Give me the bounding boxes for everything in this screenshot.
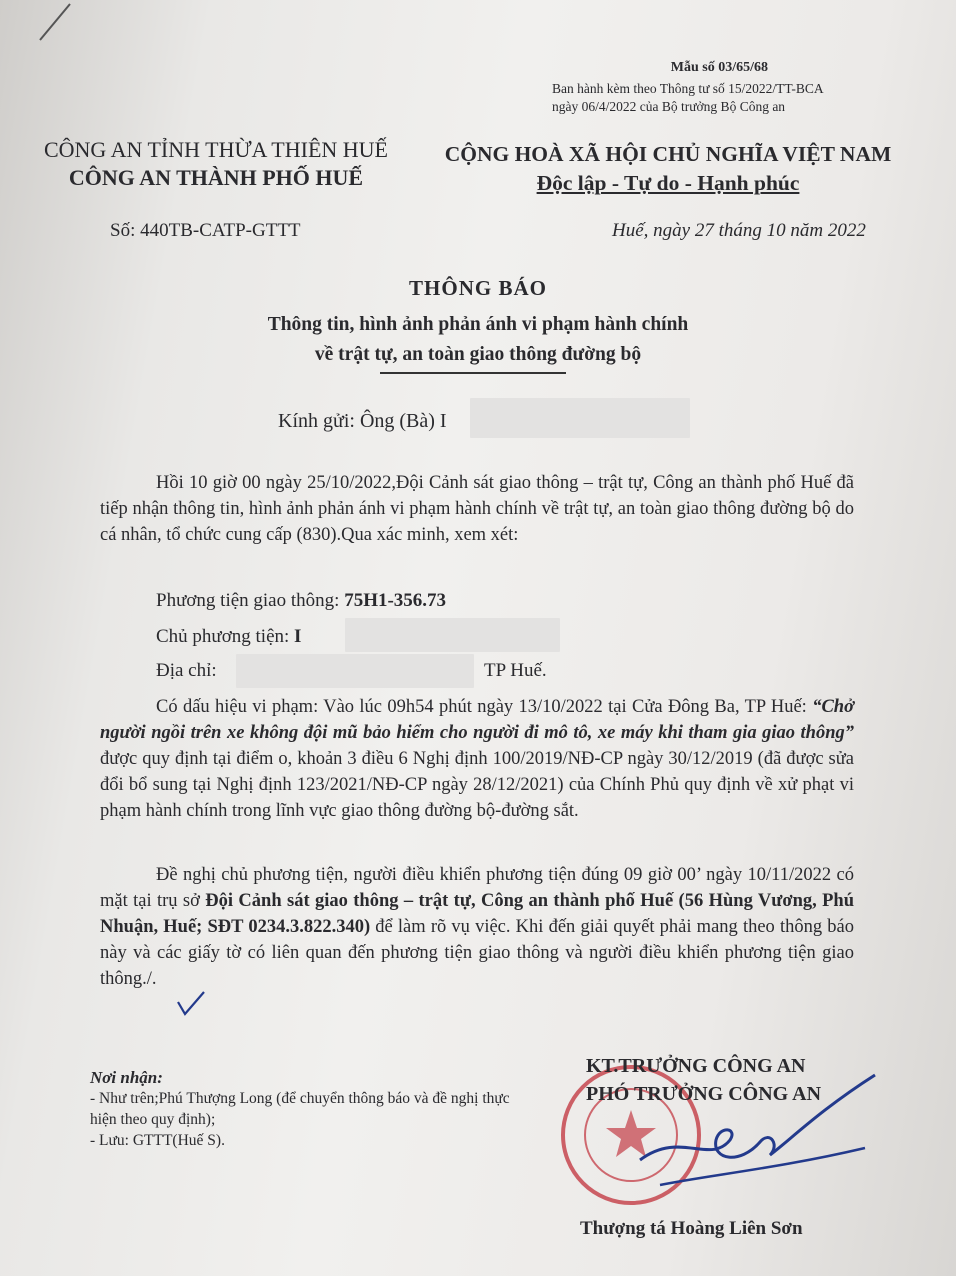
recipients-list: [90, 1088, 510, 1151]
vehicle-plate: 75H1-356.73: [344, 590, 447, 611]
vehicle-field: [156, 590, 446, 612]
issuing-agency: [36, 136, 396, 192]
redaction-box: [345, 618, 560, 652]
document-title: THÔNG BÁO: [409, 276, 547, 300]
redaction-box: [236, 654, 474, 688]
violation-intro: Có dấu hiệu vi phạm: Vào lúc 09h54 phút ngày 13/10/2022 tại Cửa Đông Ba, TP Huế:: [156, 697, 813, 717]
request-text: Đề nghị chủ phương tiện, người điều khiển phương tiện đúng 09 giờ 00’ ngày 10/11/2022 có mặt tại trụ sở: [100, 865, 854, 911]
address-city: TP Huế.: [484, 660, 547, 681]
handwritten-signature: [620, 1070, 890, 1220]
intro-paragraph: [100, 470, 854, 548]
signatory-line: PHÓ TRƯỞNG CÔNG AN: [586, 1083, 822, 1105]
recipient-item: - Như trên;Phú Thượng Long (để chuyển thông báo và đề nghị thực hiện theo quy định);: [90, 1090, 510, 1128]
address-label: Địa chỉ:: [156, 660, 217, 681]
addressee: Kính gửi: Ông (Bà) I: [278, 410, 447, 432]
issued-with-note: [552, 80, 824, 116]
violation-quote: “Chở người ngồi trên xe không đội mũ bảo hiểm cho người đi mô tô, xe máy khi tham gia giao thông”: [100, 697, 854, 743]
document-subtitle: [0, 310, 956, 370]
nation-name: CỘNG HOÀ XÃ HỘI CHỦ NGHĨA VIỆT NAM: [444, 142, 892, 166]
owner-name: I: [294, 626, 302, 647]
recipients-heading: Nơi nhận:: [90, 1068, 163, 1087]
agency-name: CÔNG AN THÀNH PHỐ HUẾ: [68, 165, 364, 190]
date-place: Huế, ngày 27 tháng 10 năm 2022: [612, 220, 866, 241]
request-paragraph: [100, 862, 854, 992]
form-number: Mẫu số 03/65/68: [670, 60, 768, 75]
signatory-line: KT.TRƯỞNG CÔNG AN: [586, 1055, 806, 1077]
issued-with-line: Ban hành kèm theo Thông tư số 15/2022/TT-BCA: [552, 81, 824, 96]
recipient-item: - Lưu: GTTT(Huế S).: [90, 1132, 225, 1149]
owner-label: Chủ phương tiện:: [156, 626, 295, 647]
redaction-box: [470, 398, 690, 438]
request-text-end: để làm rõ vụ việc. Khi đến giải quyết phải mang theo thông báo này và các giấy tờ có liên quan đến phương tiện giao thông và người điều khiển phương tiện giao thông./.: [100, 917, 854, 989]
address-field: [156, 660, 217, 682]
owner-field: [156, 626, 301, 648]
subtitle-line: Thông tin, hình ảnh phản ánh vi phạm hành chính: [267, 314, 689, 335]
agency-parent: CÔNG AN TỈNH THỪA THIÊN HUẾ: [43, 137, 388, 162]
document-number: Số: 440TB-CATP-GTTT: [110, 220, 301, 241]
office-address: Đội Cảnh sát giao thông – trật tự, Công an thành phố Huế (56 Hùng Vương, Phú Nhuận, Huế; SĐT 0234.3.822.340): [100, 891, 854, 937]
subtitle-underline: [380, 372, 566, 374]
intro-text: Hồi 10 giờ 00 ngày 25/10/2022,Đội Cảnh sát giao thông – trật tự, Công an thành phố Huế đã tiếp nhận thông tin, hình ảnh phản ánh vi phạm hành chính về trật tự, an toàn giao thông đường bộ do cá nhân, tổ chức cung cấp (830).Qua xác minh, xem xét:: [100, 473, 854, 545]
national-motto: [438, 140, 898, 198]
issued-with-line: ngày 06/4/2022 của Bộ trưởng Bộ Công an: [552, 99, 786, 114]
vehicle-label: Phương tiện giao thông:: [156, 590, 345, 611]
pen-tick-mark: [170, 990, 210, 1020]
signer-name: Thượng tá Hoàng Liên Sơn: [580, 1218, 803, 1239]
violation-legal-basis: được quy định tại điểm o, khoản 3 điều 6 Nghị định 100/2019/NĐ-CP ngày 30/12/2019 (đã được sửa đổi bổ sung tại Nghị định 123/2021/NĐ-CP ngày 28/12/2021) của Chính Phủ quy định về xử phạt vi phạm hành chính trong lĩnh vực giao thông đường bộ-đường sắt.: [100, 749, 854, 821]
scratch-mark: [30, 0, 80, 50]
motto: Độc lập - Tự do - Hạnh phúc: [536, 171, 800, 195]
subtitle-line: về trật tự, an toàn giao thông đường bộ: [314, 344, 642, 365]
violation-paragraph: [100, 694, 854, 824]
